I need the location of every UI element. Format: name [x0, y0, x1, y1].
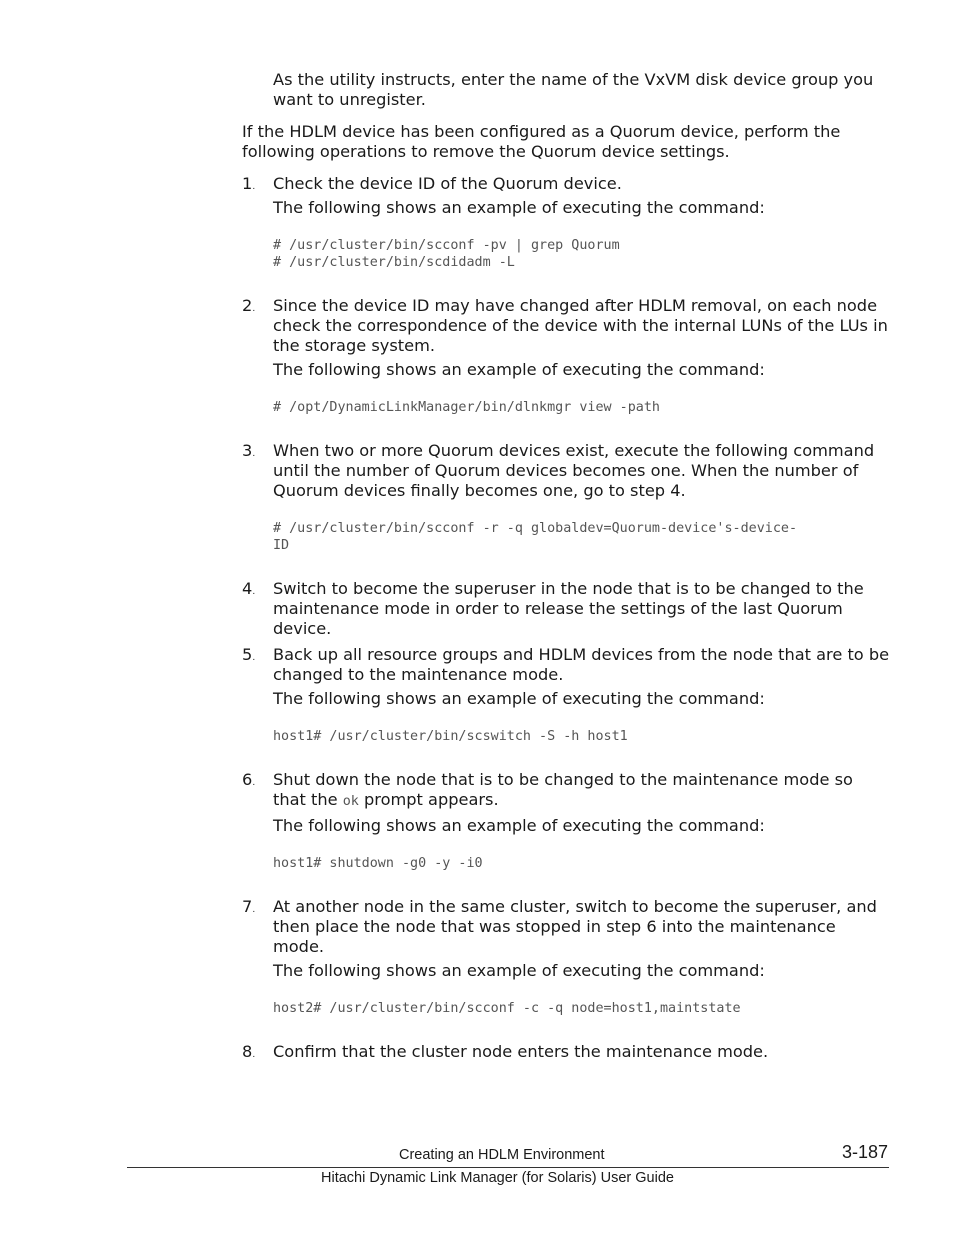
step-5-code: host1# /usr/cluster/bin/scswitch -S -h host1: [273, 729, 628, 744]
page-body: [242, 70, 890, 1062]
step-7-number: 7: [242, 897, 253, 916]
step-3-number: 3: [242, 441, 253, 460]
footer-guide-title: Hitachi Dynamic Link Manager (for Solaris) User Guide: [321, 1170, 674, 1186]
step-3-text: When two or more Quorum devices exist, execute the following command until the number of Quorum devices becomes one. When the number of Quorum devices finally becomes one, go to step 4.: [273, 441, 875, 500]
step-2-number: 2: [242, 296, 253, 315]
step-5: 5. Back up all resource groups and HDLM devices from the node that are to be changed to the maintenance mode. The following shows an example of executing the command:: [242, 645, 890, 708]
step-4-text: Switch to become the superuser in the node that is to be changed to the maintenance mode in order to release the settings of the last Quorum device.: [273, 579, 864, 638]
step-2-code: # /opt/DynamicLinkManager/bin/dlnkmgr view -path: [273, 400, 660, 415]
step-6: 6. Shut down the node that is to be changed to the maintenance mode so that the ok prompt appears. The following shows an example of executing the command:: [242, 770, 890, 836]
step-5-number: 5: [242, 645, 253, 664]
step-4-number: 4: [242, 579, 253, 598]
step-3: 3. When two or more Quorum devices exist, execute the following command until the number of Quorum devices becomes one. When the number of Quorum devices finally becomes one, go to step 4.: [242, 441, 890, 501]
step-7-example-label: The following shows an example of executing the command:: [273, 961, 765, 980]
step-7: 7. At another node in the same cluster, switch to become the superuser, and then place the node that was stopped in step 6 into the maintenance mode. The following shows an example of executing the command:: [242, 897, 890, 981]
step-2-text: Since the device ID may have changed after HDLM removal, on each node check the correspondence of the device with the internal LUNs of the LUs in the storage system.: [273, 296, 888, 355]
footer-chapter-title: Creating an HDLM Environment: [399, 1147, 605, 1163]
ok-prompt-inline-code: ok: [342, 794, 359, 809]
step-7-text: At another node in the same cluster, switch to become the superuser, and then place the node that was stopped in step 6 into the maintenance mode.: [273, 897, 877, 956]
footer-divider: [127, 1167, 889, 1168]
step-4: 4. Switch to become the superuser in the node that is to be changed to the maintenance mode in order to release the settings of the last Quorum device.: [242, 579, 890, 639]
step-5-example-label: The following shows an example of executing the command:: [273, 689, 765, 708]
step-2-example-label: The following shows an example of executing the command:: [273, 360, 765, 379]
step-6-text: Shut down the node that is to be changed to the maintenance mode so that the ok prompt appears.: [273, 770, 853, 809]
step-8-number: 8: [242, 1042, 253, 1061]
step-1: 1. Check the device ID of the Quorum device. The following shows an example of executing the command:: [242, 174, 890, 218]
step-7-code: host2# /usr/cluster/bin/scconf -c -q node=host1,maintstate: [273, 1001, 741, 1016]
step-2: 2. Since the device ID may have changed after HDLM removal, on each node check the correspondence of the device with the internal LUNs of the LUs in the storage system. The following shows an example of executing the command:: [242, 296, 890, 380]
step-1-code: # /usr/cluster/bin/scconf -pv | grep Quorum # /usr/cluster/bin/scdidadm -L: [273, 238, 620, 270]
step-6-example-label: The following shows an example of executing the command:: [273, 816, 765, 835]
step-8-text: Confirm that the cluster node enters the maintenance mode.: [273, 1042, 769, 1061]
page-number: 3-187: [841, 1142, 888, 1162]
step-6-code: host1# shutdown -g0 -y -i0: [273, 856, 483, 871]
step-8: 8. Confirm that the cluster node enters the maintenance mode.: [242, 1042, 890, 1062]
step-1-text: Check the device ID of the Quorum device.: [273, 174, 622, 193]
intro-continuation: As the utility instructs, enter the name of the VxVM disk device group you want to unregister.: [273, 70, 874, 109]
step-1-example-label: The following shows an example of executing the command:: [273, 198, 765, 217]
step-5-text: Back up all resource groups and HDLM devices from the node that are to be changed to the maintenance mode.: [273, 645, 890, 684]
step-1-number: 1: [242, 174, 253, 193]
step-6-number: 6: [242, 770, 253, 789]
step-3-code: # /usr/cluster/bin/scconf -r -q globaldev=Quorum-device's-device- ID: [273, 521, 798, 553]
quorum-intro: If the HDLM device has been configured as a Quorum device, perform the following operations to remove the Quorum device settings.: [242, 122, 841, 161]
